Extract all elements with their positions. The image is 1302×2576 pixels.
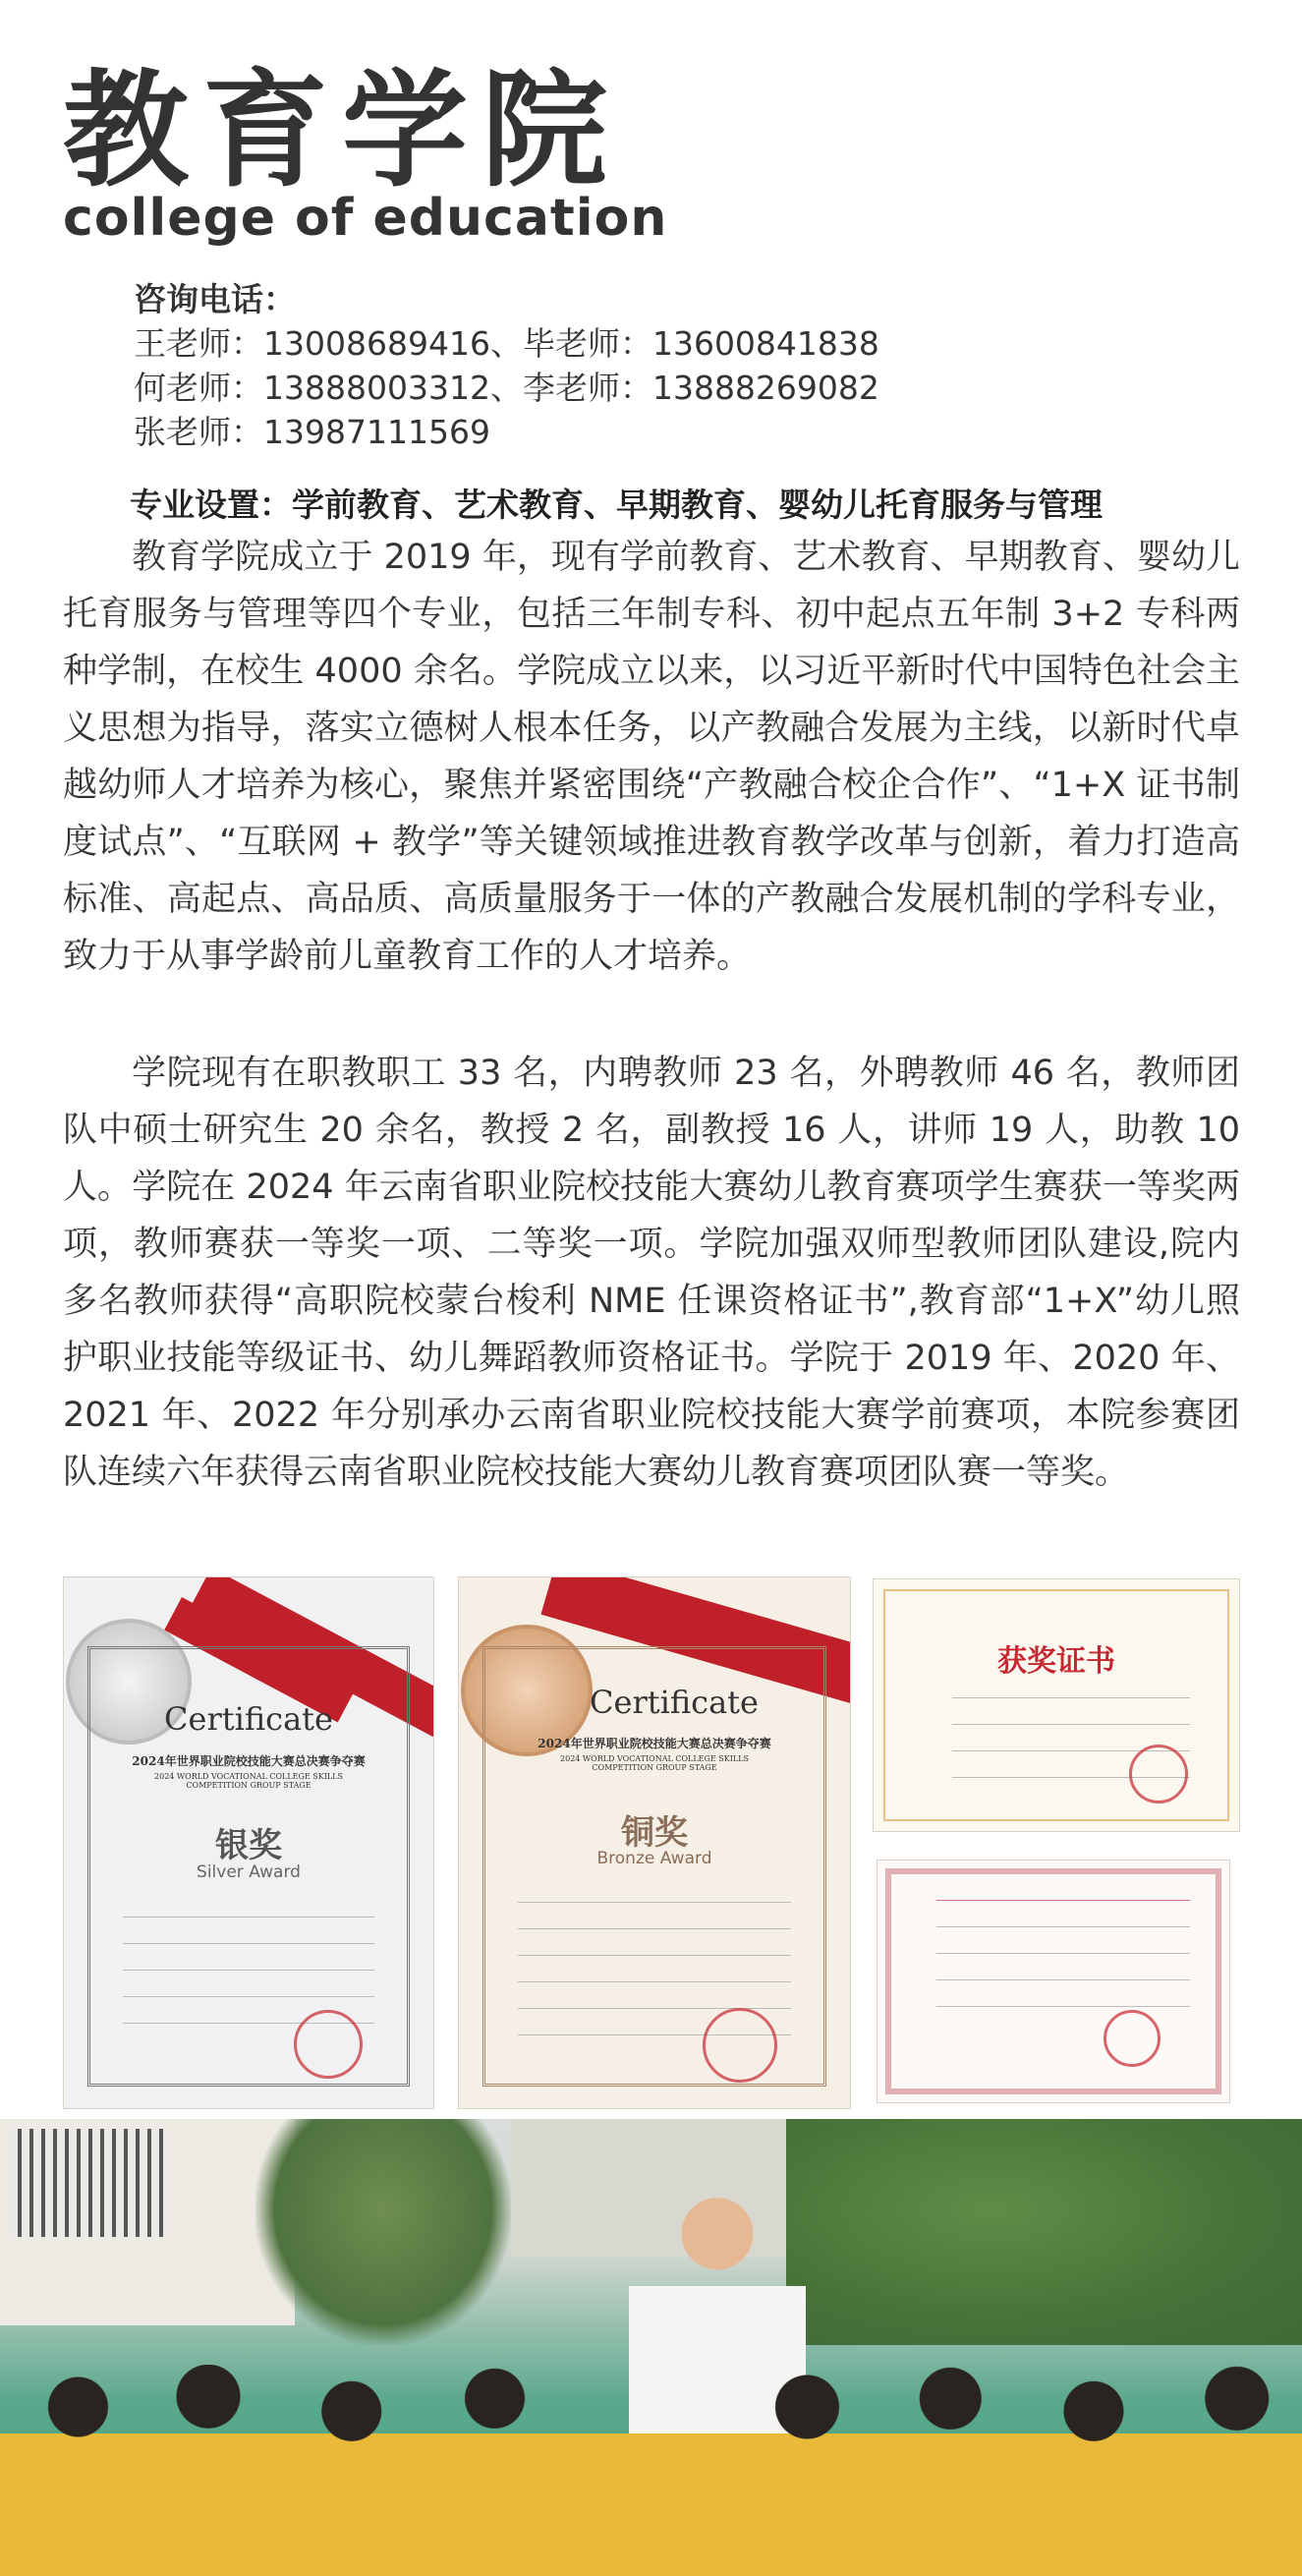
window	[10, 2129, 167, 2237]
contact-line: 王老师：13008689416、毕老师：13600841838	[134, 324, 879, 363]
honor-certificate-photo	[877, 1860, 1230, 2103]
bronze-certificate-photo	[458, 1576, 851, 2109]
contact-block	[134, 277, 879, 454]
intro-paragraph: 教育学院成立于 2019 年，现有学前教育、艺术教育、早期教育、婴幼儿托育服务与管理等四个专业，包括三年制专科、初中起点五年制 3+2 专科两种学制，在校生 4000 余名。学院成立以来，以习近平新时代中国特色社会主义思想为指导，落实立德树人根本任务，以产教融合发展为主线，以新时代卓越幼师人才培养为核心，聚焦并紧密围绕“产教融合校企合作”、“1+X 证书制度试点”、“互联网 + 教学”等关键领域推进教育教学改革与创新，着力打造高标准、高起点、高品质、高质量服务于一体的产教融合发展机制的学科专业，致力于从事学龄前儿童教育工作的人才培养。	[63, 538, 1240, 976]
silver-certificate-photo	[63, 1576, 434, 2109]
certificate-event: 2024年世界职业院校技能大赛总决赛争夺赛	[132, 1754, 366, 1768]
certificate-word: Certificate	[164, 1700, 333, 1738]
majors-heading: 专业设置：学前教育、艺术教育、早期教育、婴幼儿托育服务与管理	[130, 486, 1103, 524]
official-seal	[1104, 2010, 1160, 2067]
kindergarten-photo	[0, 2119, 1302, 2576]
certificate-event: 2024年世界职业院校技能大赛总决赛争夺赛	[538, 1737, 771, 1750]
certificate-event-en: 2024 WORLD VOCATIONAL COLLEGE SKILLS COMPETITION GROUP STAGE	[154, 1772, 343, 1790]
trees	[786, 2119, 1302, 2345]
page-title: 教育学院	[63, 58, 622, 204]
trees	[255, 2119, 511, 2345]
certificate-event-en: 2024 WORLD VOCATIONAL COLLEGE SKILLS COMPETITION GROUP STAGE	[560, 1754, 749, 1772]
faculty-paragraph: 学院现有在职教职工 33 名，内聘教师 23 名，外聘教师 46 名，教师团队中硕士研究生 20 余名，教授 2 名，副教授 16 人，讲师 19 人，助教 10 人。学院在 2024 年云南省职业院校技能大赛幼儿教育赛项学生赛获一等奖两项，教师赛获一等奖一项、二等奖一项。学院加强双师型教师团队建设,院内多名教师获得“高职院校蒙台梭利 NME 任课资格证书”,教育部“1+X”幼儿照护职业技能等级证书、幼儿舞蹈教师资格证书。学院于 2019 年、2020 年、2021 年、2022 年分别承办云南省职业院校技能大赛学前赛项，本院参赛团队连续六年获得云南省职业院校技能大赛幼儿教育赛项团队赛一等奖。	[63, 1054, 1240, 1492]
children-group	[0, 2365, 1302, 2576]
award-certificate-photo	[873, 1578, 1240, 1832]
award-name-en: Silver Award	[197, 1862, 301, 1882]
award-name: 铜奖	[621, 1813, 688, 1853]
official-seal	[703, 2008, 777, 2083]
contact-heading: 咨询电话：	[134, 280, 296, 318]
page-subtitle: college of education	[63, 189, 668, 248]
certificate-details	[936, 1900, 1190, 2032]
certificate-word: Certificate	[590, 1684, 759, 1721]
official-seal	[1129, 1745, 1188, 1803]
official-seal	[294, 2010, 363, 2079]
contact-line: 何老师：13888003312、李老师：13888269082	[134, 369, 879, 407]
contact-line: 张老师：13987111569	[134, 413, 490, 451]
award-name: 银奖	[215, 1826, 282, 1865]
award-certificate-heading: 获奖证书	[997, 1644, 1115, 1679]
award-name-en: Bronze Award	[596, 1849, 712, 1868]
